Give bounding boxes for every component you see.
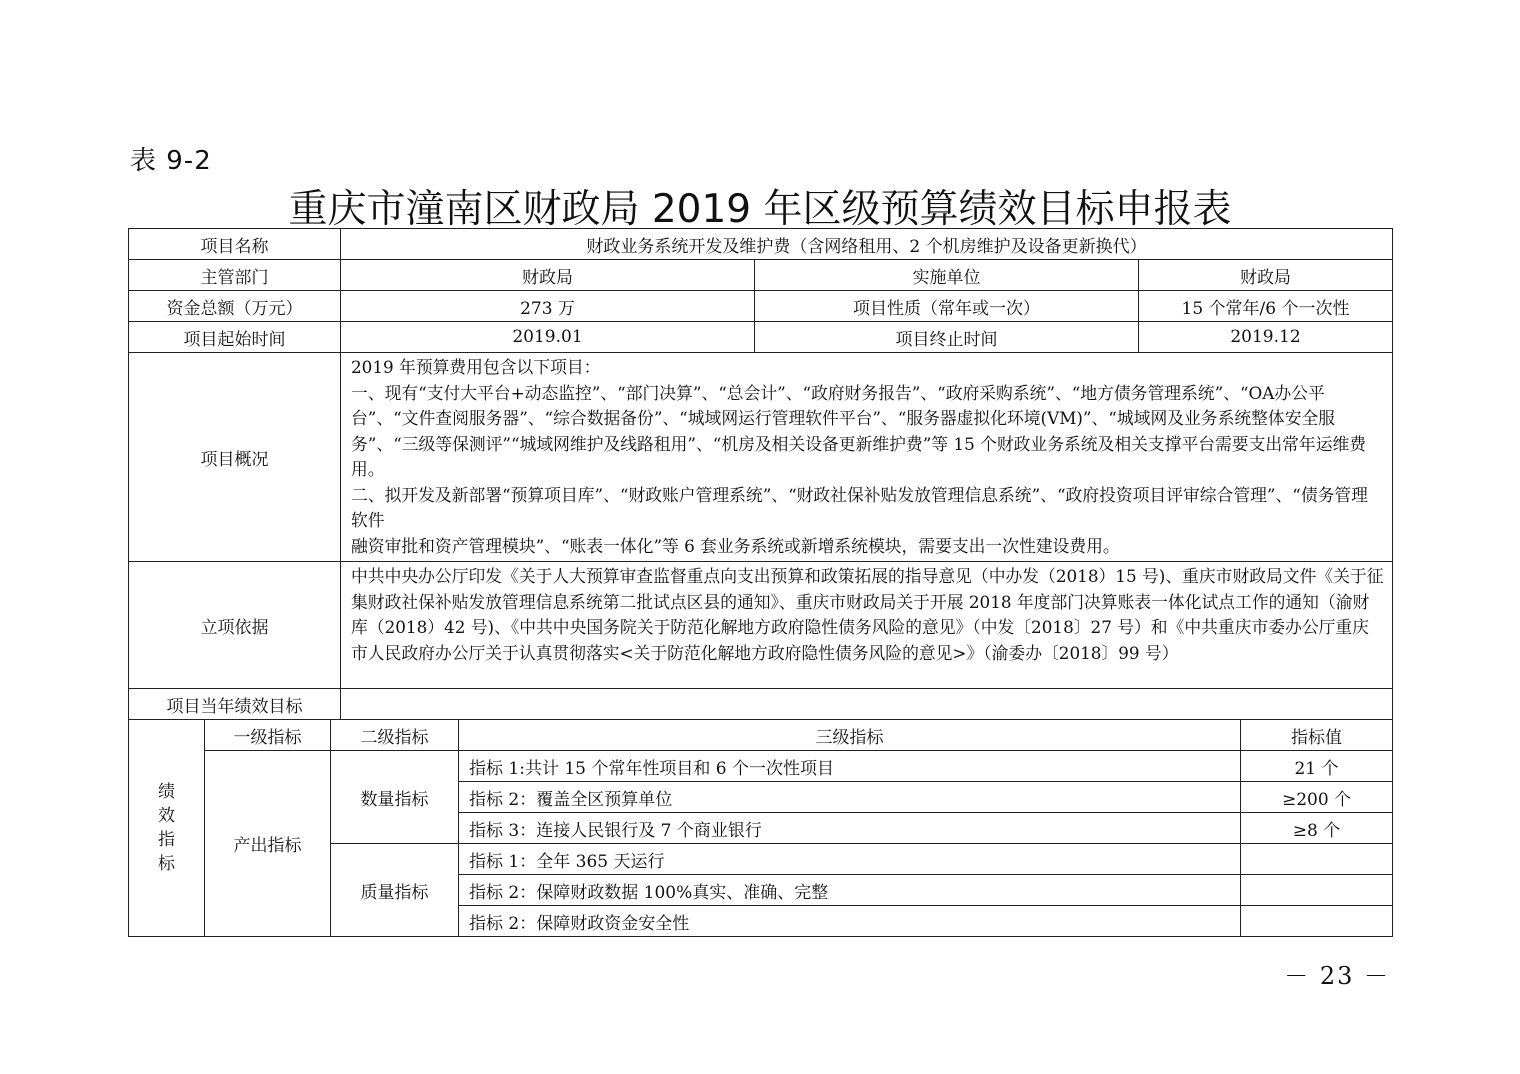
overview-line: 一、现有“支付大平台+动态监控”、“部门决算”、“总会计”、“政府财务报告”、“政府采购系统”、“地方债务管理系统”、“OA办公平台”、“文件查阅服务器”、“综合数据备份”、“城域网运行管理软件平台”、“服务器虚拟化环境(VM)”、“城域网及业务系统整体安全服务”、“三级等保测评”“城域网维护及线路租用”、“机房及相关设备更新维护费”等 15 个财政业务系统及相关支撑平台需要支出常年运维费用。 [351,382,1367,479]
indicator-value: ≥200 个 [1241,782,1393,813]
header-level1: 一级指标 [205,720,331,751]
overview-text [341,353,1393,562]
overview-label: 项目概况 [129,353,341,562]
indicator-value [1241,875,1393,906]
level3-indicator: 指标 2：覆盖全区预算单位 [459,782,1241,813]
table-number-label: 表 9-2 [130,146,212,176]
level1-output-indicator: 产出指标 [205,751,331,937]
dept-value: 财政局 [341,260,755,291]
overview-line: 融资审批和资产管理模块”、“账表一体化”等 6 套业务系统或新增系统模块，需要支出一次性建设费用。 [351,535,1120,556]
budget-performance-table [128,228,1393,937]
project-name-value: 财政业务系统开发及维护费（含网络租用、2 个机房维护及设备更新换代） [341,229,1393,260]
level2-quantity-indicator: 数量指标 [331,751,459,844]
indicator-value [1241,906,1393,937]
basis-text: 中共中央办公厅印发《关于人大预算审查监督重点向支出预算和政策拓展的指导意见（中办发（2018）15 号)、重庆市财政局文件《关于征集财政社保补贴发放管理信息系统第二批试点区县的通知》、重庆市财政局关于开展 2018 年度部门决算账表一体化试点工作的通知（渝财库（2018）42 号)、《中共中央国务院关于防范化解地方政府隐性债务风险的意见》（中发〔2018〕27 号）和《中共重庆市委办公厅重庆市人民政府办公厅关于认真贯彻落实<关于防范化解地方政府隐性债务风险的意见>》（渝委办〔2018〕99 号） [341,562,1393,689]
row-annual-goal [129,689,1393,720]
section-char: 标 [158,854,175,874]
start-label: 项目起始时间 [129,322,341,353]
level2-quality-indicator: 质量指标 [331,844,459,937]
page-title: 重庆市潼南区财政局 2019 年区级预算绩效目标申报表 [288,187,1232,232]
row-funding [129,291,1393,322]
row-project-name [129,229,1393,260]
start-value: 2019.01 [341,322,755,353]
table-row [129,751,1393,782]
indicator-value: 21 个 [1241,751,1393,782]
page-number: － 23 － [1284,962,1390,990]
header-level2: 二级指标 [331,720,459,751]
row-basis [129,562,1393,689]
indicator-value: ≥8 个 [1241,813,1393,844]
section-char: 绩 [158,782,175,802]
level3-indicator: 指标 2：保障财政数据 100%真实、准确、完整 [459,875,1241,906]
dept-label: 主管部门 [129,260,341,291]
nature-value: 15 个常年/6 个一次性 [1139,291,1393,322]
level3-indicator: 指标 3：连接人民银行及 7 个商业银行 [459,813,1241,844]
impl-label: 实施单位 [755,260,1139,291]
overview-line: 二、拟开发及新部署“预算项目库”、“财政账户管理系统”、“财政社保补贴发放管理信息系统”、“政府投资项目评审综合管理”、“债务管理软件 [351,484,1368,530]
end-label: 项目终止时间 [755,322,1139,353]
end-value: 2019.12 [1139,322,1393,353]
level3-indicator: 指标 1：全年 365 天运行 [459,844,1241,875]
fund-value: 273 万 [341,291,755,322]
row-overview [129,353,1393,562]
project-name-label: 项目名称 [129,229,341,260]
row-department [129,260,1393,291]
annual-goal-value [341,689,1393,720]
row-period [129,322,1393,353]
overview-line: 2019 年预算费用包含以下项目： [351,357,601,377]
nature-label: 项目性质（常年或一次） [755,291,1139,322]
section-char: 效 [158,806,175,826]
header-level3: 三级指标 [459,720,1241,751]
indicator-header-row [129,720,1393,751]
header-value: 指标值 [1241,720,1393,751]
level3-indicator: 指标 2：保障财政资金安全性 [459,906,1241,937]
indicator-value [1241,844,1393,875]
level3-indicator: 指标 1:共计 15 个常年性项目和 6 个一次性项目 [459,751,1241,782]
section-char: 指 [158,830,175,850]
performance-indicator-section-label [129,720,205,937]
fund-label: 资金总额（万元） [129,291,341,322]
impl-value: 财政局 [1139,260,1393,291]
annual-goal-label: 项目当年绩效目标 [129,689,341,720]
basis-label: 立项依据 [129,562,341,689]
